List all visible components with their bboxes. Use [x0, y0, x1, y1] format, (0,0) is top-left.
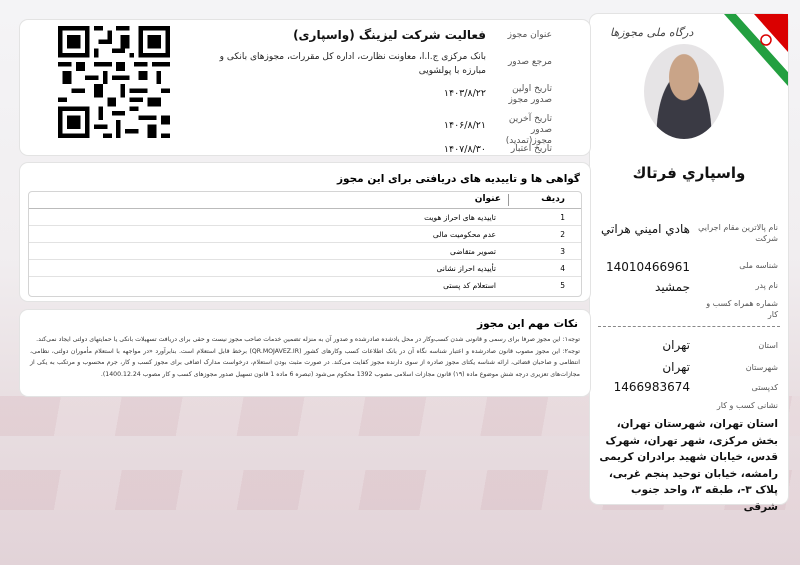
last-issue-label: تاریخ آخرین صدور مجوز(تمدید) — [505, 114, 552, 146]
row-title: تاییدیه های احراز هویت — [424, 213, 496, 222]
holder-name: واسپاري فرتاك — [632, 164, 746, 182]
certificates-table — [28, 191, 582, 297]
field-value: تهران — [662, 338, 690, 352]
certificates-title: گواهی ها و تاییدیه های دریافتی برای این مجوز — [336, 173, 580, 185]
license-title-label: عنوان مجوز — [507, 30, 552, 40]
field-label: شماره همراه کسب و کار — [706, 299, 778, 319]
row-title: عدم محکومیت مالی — [432, 230, 496, 239]
row-number: 4 — [560, 264, 565, 273]
field-value: جمشيد — [655, 280, 690, 294]
table-row — [29, 226, 581, 243]
field-label: استان — [758, 341, 778, 350]
field-label: کدپستی — [751, 383, 778, 392]
table-row — [29, 260, 581, 277]
issuer-value: بانک مرکزی ج.ا.ا، معاونت نظارت، اداره کل مقررات، مجوزهای بانکی و مبارزه با پولشویی — [219, 52, 486, 76]
issuer-label: مرجع صدور — [507, 57, 552, 67]
field-value: هادي اميني هراتي — [601, 222, 690, 236]
iran-flag-icon — [714, 14, 788, 104]
divider — [598, 326, 780, 327]
field-label: نشانی کسب و کار — [716, 401, 778, 410]
row-title: تأییدیه احراز نشانی — [436, 264, 496, 273]
field-value: 1466983674 — [613, 380, 690, 394]
certificates-card — [20, 163, 590, 301]
table-row — [29, 277, 581, 294]
qr-code-icon — [58, 26, 170, 138]
first-issue-label: تاریخ اولین صدور مجوز — [508, 84, 552, 105]
field-value: تهران — [662, 360, 690, 374]
col-title: عنوان — [474, 194, 501, 204]
field-label: شناسه ملی — [739, 261, 778, 270]
license-info-card — [20, 20, 590, 155]
table-row — [29, 209, 581, 226]
note-1: توجه۱: این مجوز صرفا برای رسمی و قانونی شدن کسب‌وکار در محل یادشده صادرشده و صدور آن به منزله تضمین خدمات صاحب مجوز نیست و حقی برای دریافت تسهیلات بانکی یا حمایتهای دولتی ایجاد نمی‌کند. — [36, 336, 580, 343]
row-title: تصویر متقاضی — [449, 247, 496, 256]
validity-label: تاریخ اعتبار — [510, 144, 552, 154]
row-number: 5 — [560, 281, 565, 290]
holder-photo — [644, 44, 724, 139]
field-label: نام پدر — [755, 281, 778, 290]
row-title: استعلام کد پستی — [443, 281, 496, 290]
table-header — [29, 192, 581, 209]
validity-date: ۱۴۰۷/۸/۳۰ — [443, 144, 486, 155]
license-title: فعالیت شرکت لیزینگ (واسپاری) — [293, 28, 486, 42]
table-row — [29, 243, 581, 260]
business-address: استان تهران، شهرستان تهران، بخش مرکزی، شهر تهران، شهرک قدس، خیابان شهید برادران کریمی رامشه، خیابان توحید پنجم غربی، پلاک ۳-، طبقه ۳، واحد جنوب شرقی — [599, 418, 778, 513]
col-separator — [508, 194, 509, 206]
notes-title: نکات مهم این مجوز — [477, 318, 578, 330]
field-label: نام پالاترين مقام اجرايي شركت — [698, 223, 778, 243]
row-number: 3 — [560, 247, 565, 256]
notes-body — [30, 334, 580, 380]
col-row-number: ردیف — [541, 194, 565, 204]
portal-logo: درگاه ملی مجوزها — [610, 26, 694, 39]
row-number: 1 — [560, 213, 565, 222]
field-value: 14010466961 — [606, 260, 690, 274]
first-issue-date: ۱۴۰۳/۸/۲۲ — [443, 88, 486, 99]
holder-profile-card — [590, 14, 788, 513]
field-label: شهرستان — [745, 363, 778, 372]
last-issue-date: ۱۴۰۶/۸/۲۱ — [443, 120, 486, 131]
note-2: توجه۲: این مجوز مصوب قانون صادرشده و اعتبار شناسه نگاه آن در بانک اطلاعات کسب وکارهای کشور (QR.MOJAVEZ.IR) برخط قابل استعلام است. بنابرآورد «در مواجهه با استعلام مأموران دولتی، نظامی، انتظامی و صاحبان قضائی، ارائه شناسه یکتای مجوز صادره از سوی دارنده مجوز کفایت می‌کند. در صورت مثبت بودن استعلام، درخواست مدارک اضافی برای مجوز کسب و کار، جرم محسوب و مرتکب به یکی از مجازات‌های تعزیری درجه شش موضوع ماده (۱۹) قانون مجازات اسلامی مصوب 1392 محکوم می‌شود (تبصره 6 ماده 1 قانون تسهیل صدور مجوزهای کسب و کار مصوب 1400.12.24). — [30, 347, 580, 378]
row-number: 2 — [560, 230, 565, 239]
notes-card — [20, 310, 590, 396]
